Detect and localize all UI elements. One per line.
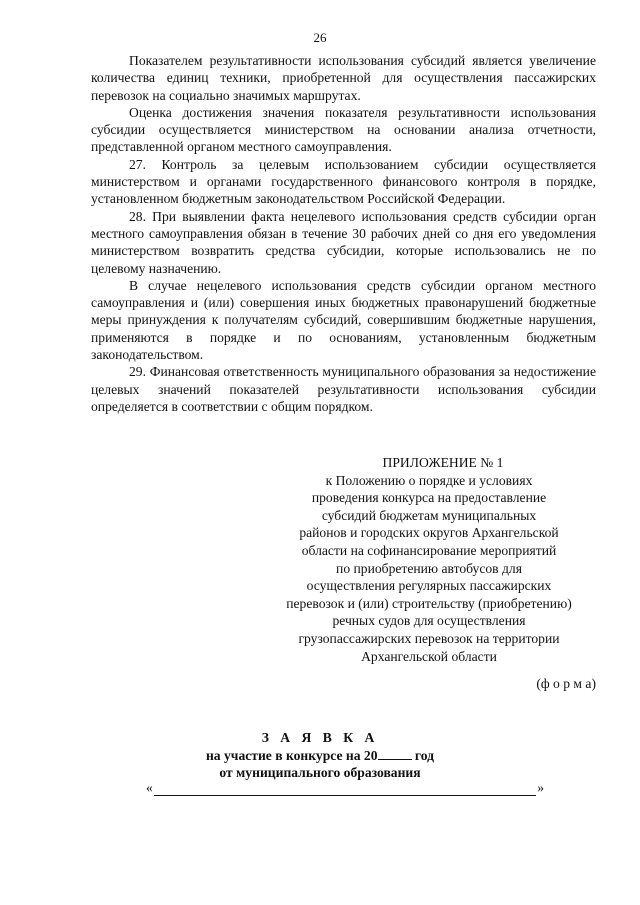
open-quote: « bbox=[146, 780, 153, 795]
paragraph-28-misuse: 28. При выявлении факта нецелевого использования средств субсидии орган местного самоуправления обязан в течение 30 рабочих дней со дня его уведомления министерством возвратить средства субсидии, которые использовались не по целевому назначению. bbox=[91, 208, 596, 276]
application-header bbox=[0, 729, 640, 782]
paragraph-27-control: 27. Контроль за целевым использованием субсидии осуществляется министерством и органами государственного финансового контроля в порядке, установленном бюджетным законодательством Российской Федерации. bbox=[91, 156, 596, 207]
application-municipality-line: от муниципального образования bbox=[219, 765, 421, 780]
blank-line bbox=[154, 781, 536, 796]
form-mark: (ф о р м а) bbox=[536, 676, 596, 691]
appendix-header bbox=[262, 454, 596, 665]
application-subtitle-prefix: на участие в конкурсе на 20 bbox=[205, 747, 378, 763]
appendix-title: ПРИЛОЖЕНИЕ № 1 bbox=[382, 455, 504, 470]
application-subtitle-suffix: год bbox=[411, 747, 435, 763]
appendix-line: субсидий бюджетам муниципальных bbox=[321, 507, 537, 523]
appendix-line: Архангельской области bbox=[361, 648, 497, 664]
year-blank-field[interactable] bbox=[378, 747, 412, 760]
application-title: З А Я В К А bbox=[261, 730, 379, 745]
appendix-line: грузопассажирских перевозок на территории bbox=[298, 630, 560, 646]
municipality-name-field[interactable] bbox=[146, 780, 544, 796]
appendix-line: перевозок и (или) строительству (приобретению) bbox=[286, 595, 572, 611]
appendix-line: проведения конкурса на предоставление bbox=[311, 490, 547, 506]
appendix-line: осуществления регулярных пассажирских bbox=[306, 578, 552, 594]
body-text bbox=[91, 52, 596, 415]
close-quote: » bbox=[537, 780, 544, 795]
appendix-line: районов и городских округов Архангельской bbox=[299, 525, 559, 541]
paragraph-misuse-measures: В случае нецелевого использования средств субсидии органом местного самоуправления и (или) совершения иных бюджетных правонарушений бюджетные меры принуждения к получателям субсидий, совершившим бюджетные нарушения, применяются в порядке и по основаниям, установленным бюджетным законодательством. bbox=[91, 277, 596, 363]
appendix-line: области на софинансирование мероприятий bbox=[301, 542, 557, 558]
appendix-line: к Положению о порядке и условиях bbox=[325, 472, 533, 488]
paragraph-29-responsibility: 29. Финансовая ответственность муниципального образования за недостижение целевых значений показателей результативности использования субсидии определяется в соответствии с общим порядком. bbox=[91, 364, 596, 414]
paragraph-indicator: Показателем результативности использования субсидий является увеличение количества единиц техники, приобретенной для осуществления пассажирских перевозок на социально значимых маршрутах. bbox=[91, 53, 596, 103]
appendix-line: речных судов для осуществления bbox=[332, 613, 526, 629]
application-subtitle bbox=[0, 747, 640, 765]
page-number: 26 bbox=[313, 30, 327, 45]
appendix-line: по приобретению автобусов для bbox=[336, 560, 522, 576]
paragraph-evaluation: Оценка достижения значения показателя результативности использования субсидии осуществляется министерством на основании анализа отчетности, представленной органом местного самоуправления. bbox=[91, 104, 596, 155]
